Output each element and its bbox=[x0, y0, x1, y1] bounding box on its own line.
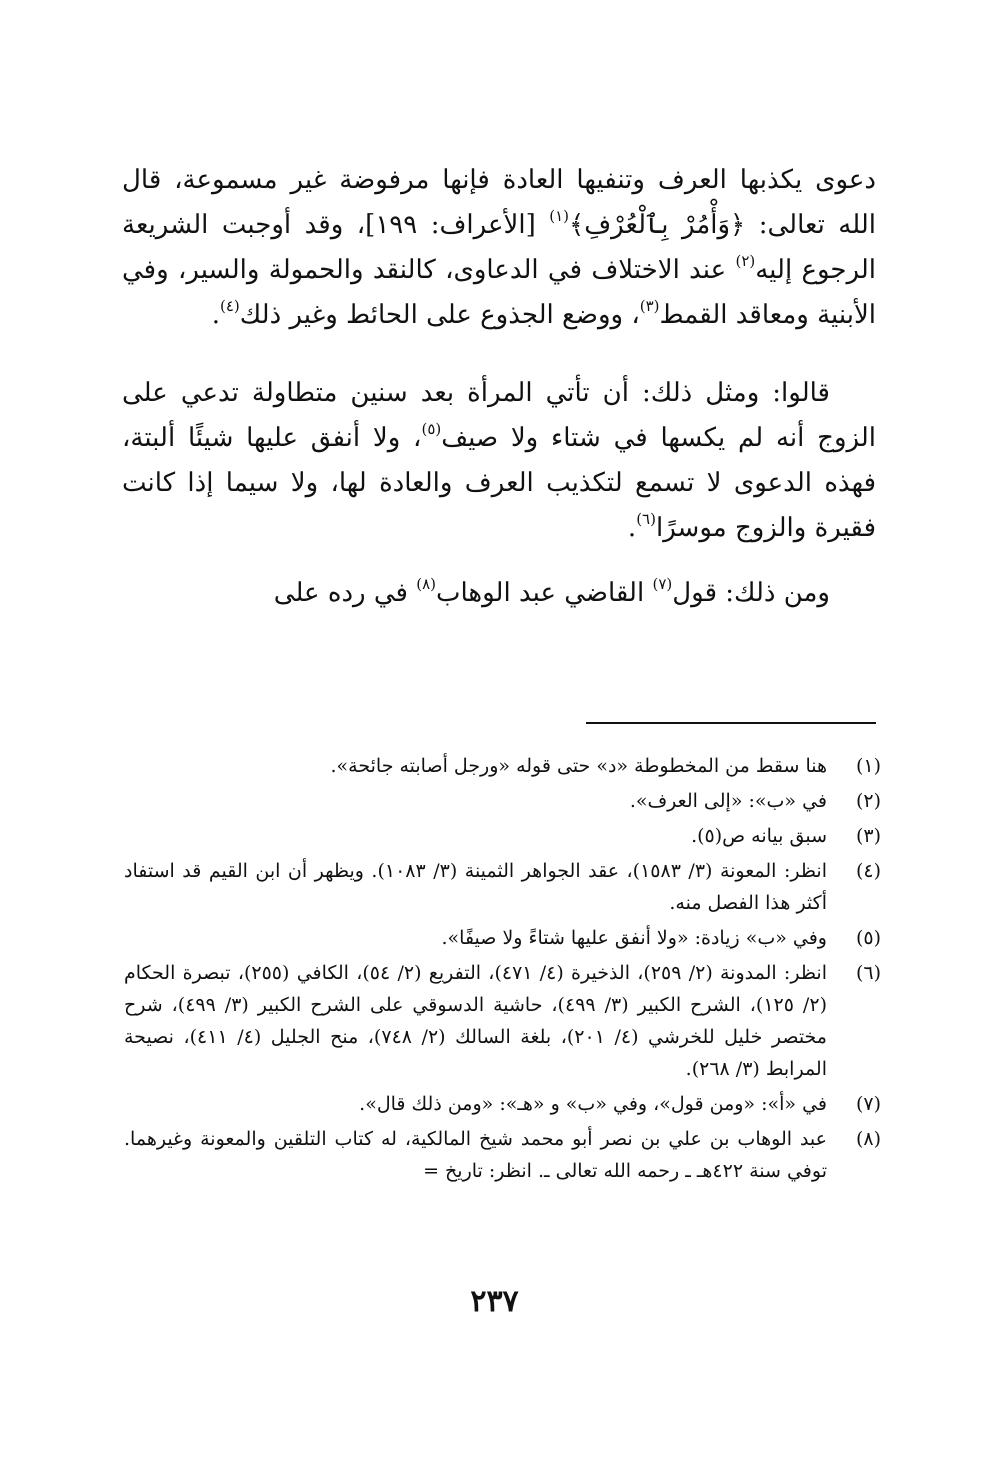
paragraph bbox=[122, 371, 876, 551]
text-run: [الأعراف: ١٩٩]، وقد أوجبت الشريعة الرجوع إليه bbox=[122, 210, 876, 285]
footnote-separator bbox=[586, 722, 876, 724]
footnote-number: (١) bbox=[855, 755, 881, 777]
text-run: دعوى يكذبها العرف وتنفيها العادة فإنها مرفوضة غير مسموعة، قال الله تعالى: ﴿وَأْمُرْ بِٱلْعُرْفِ﴾ bbox=[122, 165, 877, 240]
footnote-number: (٧) bbox=[855, 1093, 881, 1115]
footnote-item bbox=[124, 785, 881, 817]
page-number: ٢٣٧ bbox=[470, 1284, 519, 1319]
footnote-ref: (٦) bbox=[636, 510, 656, 528]
paragraph bbox=[122, 158, 876, 338]
footnote-text: انظر: المعونة (٣/ ١٥٨٣)، عقد الجواهر الثمينة (٣/ ١٠٨٣). ويظهر أن ابن القيم قد استفاد أكثر هذا الفصل منه. bbox=[124, 860, 827, 914]
text-run: القاضي عبد الوهاب bbox=[436, 578, 653, 608]
text-run: . bbox=[627, 513, 637, 543]
text-run: ، ووضع الجذوع على الحائط وغير ذلك bbox=[239, 300, 640, 330]
footnote-item bbox=[124, 957, 881, 1085]
footnote-item bbox=[124, 855, 881, 919]
footnote-number: (٦) bbox=[855, 962, 881, 984]
footnote-text: وفي «ب» زيادة: «ولا أنفق عليها شتاءً ولا صيفًا». bbox=[441, 927, 827, 949]
footnote-text: عبد الوهاب بن علي بن نصر أبو محمد شيخ المالكية، له كتاب التلقين والمعونة وغيرهما. توفي سنة ٤٢٢هـ ـ رحمه الله تعالى ـ. انظر: تاريخ = bbox=[124, 1128, 827, 1182]
footnote-ref: (٣) bbox=[639, 297, 660, 315]
footnotes bbox=[124, 750, 881, 1190]
footnote-number: (٣) bbox=[855, 825, 881, 847]
footnote-item bbox=[124, 1123, 881, 1187]
footnote-ref: (٧) bbox=[652, 575, 673, 593]
footnote-ref: (٥) bbox=[421, 420, 442, 438]
footnote-text: انظر: المدونة (٢/ ٢٥٩)، الذخيرة (٤/ ٤٧١)، التفريع (٢/ ٥٤)، الكافي (٢٥٥)، تبصرة الحكام (٢/ ١٢٥)، الشرح الكبير (٣/ ٤٩٩)، حاشية الدسوقي على الشرح الكبير (٣/ ٤٩٩)، شرح مختصر خليل للخرشي (٤/ ٢٠١)، بلغة السالك (٢/ ٧٤٨)، منح الجليل (٤/ ٤١١)، نصيحة المرابط (٣/ ٢٦٨). bbox=[124, 962, 827, 1080]
footnote-text: في «ب»: «إلى العرف». bbox=[629, 790, 827, 812]
text-run: ، ولا أنفق عليها شيئًا ألبتة، فهذه الدعوى لا تسمع لتكذيب العرف والعادة لها، ولا سيما إذا كانت فقيرة والزوج موسرًا bbox=[122, 423, 876, 543]
footnote-number: (٤) bbox=[855, 860, 881, 882]
footnote-item bbox=[124, 820, 881, 852]
main-text bbox=[122, 158, 876, 616]
footnote-number: (٨) bbox=[855, 1128, 881, 1150]
footnote-ref: (١) bbox=[549, 207, 569, 225]
footnote-number: (٢) bbox=[855, 790, 881, 812]
footnote-item bbox=[124, 922, 881, 954]
paragraph bbox=[122, 571, 876, 616]
footnote-item bbox=[124, 1088, 881, 1120]
text-run: . bbox=[211, 300, 220, 330]
footnote-number: (٥) bbox=[855, 927, 881, 949]
text-run: عند الاختلاف في الدعاوى، كالنقد والحمولة والسير، وفي الأبنية ومعاقد القمط bbox=[122, 255, 876, 330]
footnote-ref: (٨) bbox=[416, 575, 437, 593]
footnote-text: في «أ»: «ومن قول»، وفي «ب» و «هـ»: «ومن ذلك قال». bbox=[359, 1093, 827, 1115]
text-run: في رده على bbox=[273, 578, 417, 608]
footnote-ref: (٢) bbox=[735, 252, 756, 270]
footnote-text: سبق بيانه ص(٥). bbox=[691, 825, 827, 847]
footnote-ref: (٤) bbox=[219, 297, 240, 315]
footnote-text: هنا سقط من المخطوطة «د» حتى قوله «ورجل أصابته جائحة». bbox=[330, 755, 827, 777]
footnote-item bbox=[124, 750, 881, 782]
text-run: ومن ذلك: قول bbox=[672, 578, 830, 608]
text-run: قالوا: ومثل ذلك: أن تأتي المرأة بعد سنين متطاولة تدعي على الزوج أنه لم يكسها في شتاء ولا صيف bbox=[122, 378, 876, 453]
